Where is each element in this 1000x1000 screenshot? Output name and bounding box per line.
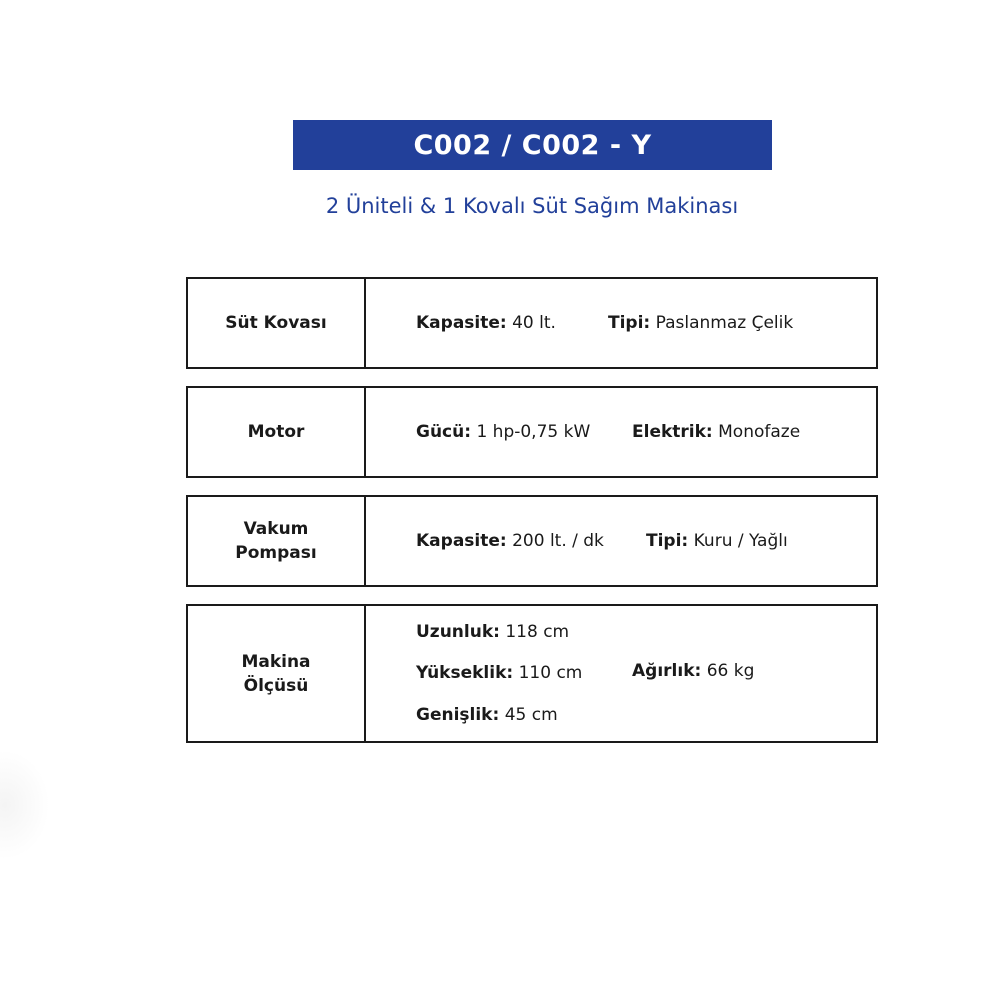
spec-label: Motor <box>247 422 305 442</box>
spec-key: Yükseklik: <box>416 663 514 683</box>
spec-key: Genişlik: <box>416 705 500 725</box>
spec-value: Monofaze <box>712 422 801 442</box>
spec-item-tipi <box>608 313 793 333</box>
spec-label-line-1: Vakum <box>243 519 309 539</box>
spec-label: Süt Kovası <box>225 313 327 333</box>
spec-key: Uzunluk: <box>416 622 500 642</box>
spec-value-cell <box>366 388 876 476</box>
spec-item-kapasite <box>416 313 556 333</box>
spec-label-line-1: Makina <box>241 651 311 672</box>
spec-item-tipi <box>646 531 788 551</box>
spec-row-vakum-pompasi <box>186 495 878 587</box>
spec-value: 66 kg <box>701 661 755 681</box>
spec-value-cell <box>366 606 876 741</box>
spec-item-genislik <box>416 705 558 725</box>
spec-key: Elektrik: <box>632 422 713 442</box>
spec-label-line-2: Pompası <box>235 543 317 563</box>
spec-row-sut-kovasi <box>186 277 878 369</box>
spec-value: 118 cm <box>499 622 570 642</box>
title-banner <box>293 120 772 170</box>
spec-item-elektrik <box>632 422 800 442</box>
spec-label-cell <box>188 279 366 367</box>
spec-item-uzunluk <box>416 622 569 642</box>
spec-label-cell <box>188 388 366 476</box>
spec-value: Kuru / Yağlı <box>688 531 788 551</box>
spec-item-gucu <box>416 422 590 442</box>
page-subtitle: 2 Üniteli & 1 Kovalı Süt Sağım Makinası <box>325 194 739 218</box>
page-title: C002 / C002 - Y <box>413 129 652 161</box>
spec-item-kapasite <box>416 531 604 551</box>
spec-key: Kapasite: <box>416 531 507 551</box>
spec-value: 110 cm <box>513 663 583 683</box>
spec-label-line-2: Ölçüsü <box>243 675 309 696</box>
spec-key: Gücü: <box>416 422 472 442</box>
spec-value: 1 hp-0,75 kW <box>471 422 591 442</box>
spec-label-cell <box>188 497 366 585</box>
spec-item-agirlik <box>632 661 754 681</box>
spec-row-motor <box>186 386 878 478</box>
spec-row-makina-olcusu <box>186 604 878 743</box>
spec-label-cell <box>188 606 366 741</box>
spec-key: Tipi: <box>646 531 689 551</box>
spec-key: Kapasite: <box>416 313 507 333</box>
spec-value-cell <box>366 279 876 367</box>
spec-key: Ağırlık: <box>632 661 702 681</box>
spec-key: Tipi: <box>608 313 651 333</box>
spec-value: Paslanmaz Çelik <box>650 313 794 333</box>
spec-value: 40 lt. <box>506 313 556 333</box>
spec-item-yukseklik <box>416 663 582 683</box>
faint-watermark-shape <box>0 750 50 860</box>
spec-value: 200 lt. / dk <box>506 531 604 551</box>
spec-value-cell <box>366 497 876 585</box>
spec-value: 45 cm <box>499 705 558 725</box>
